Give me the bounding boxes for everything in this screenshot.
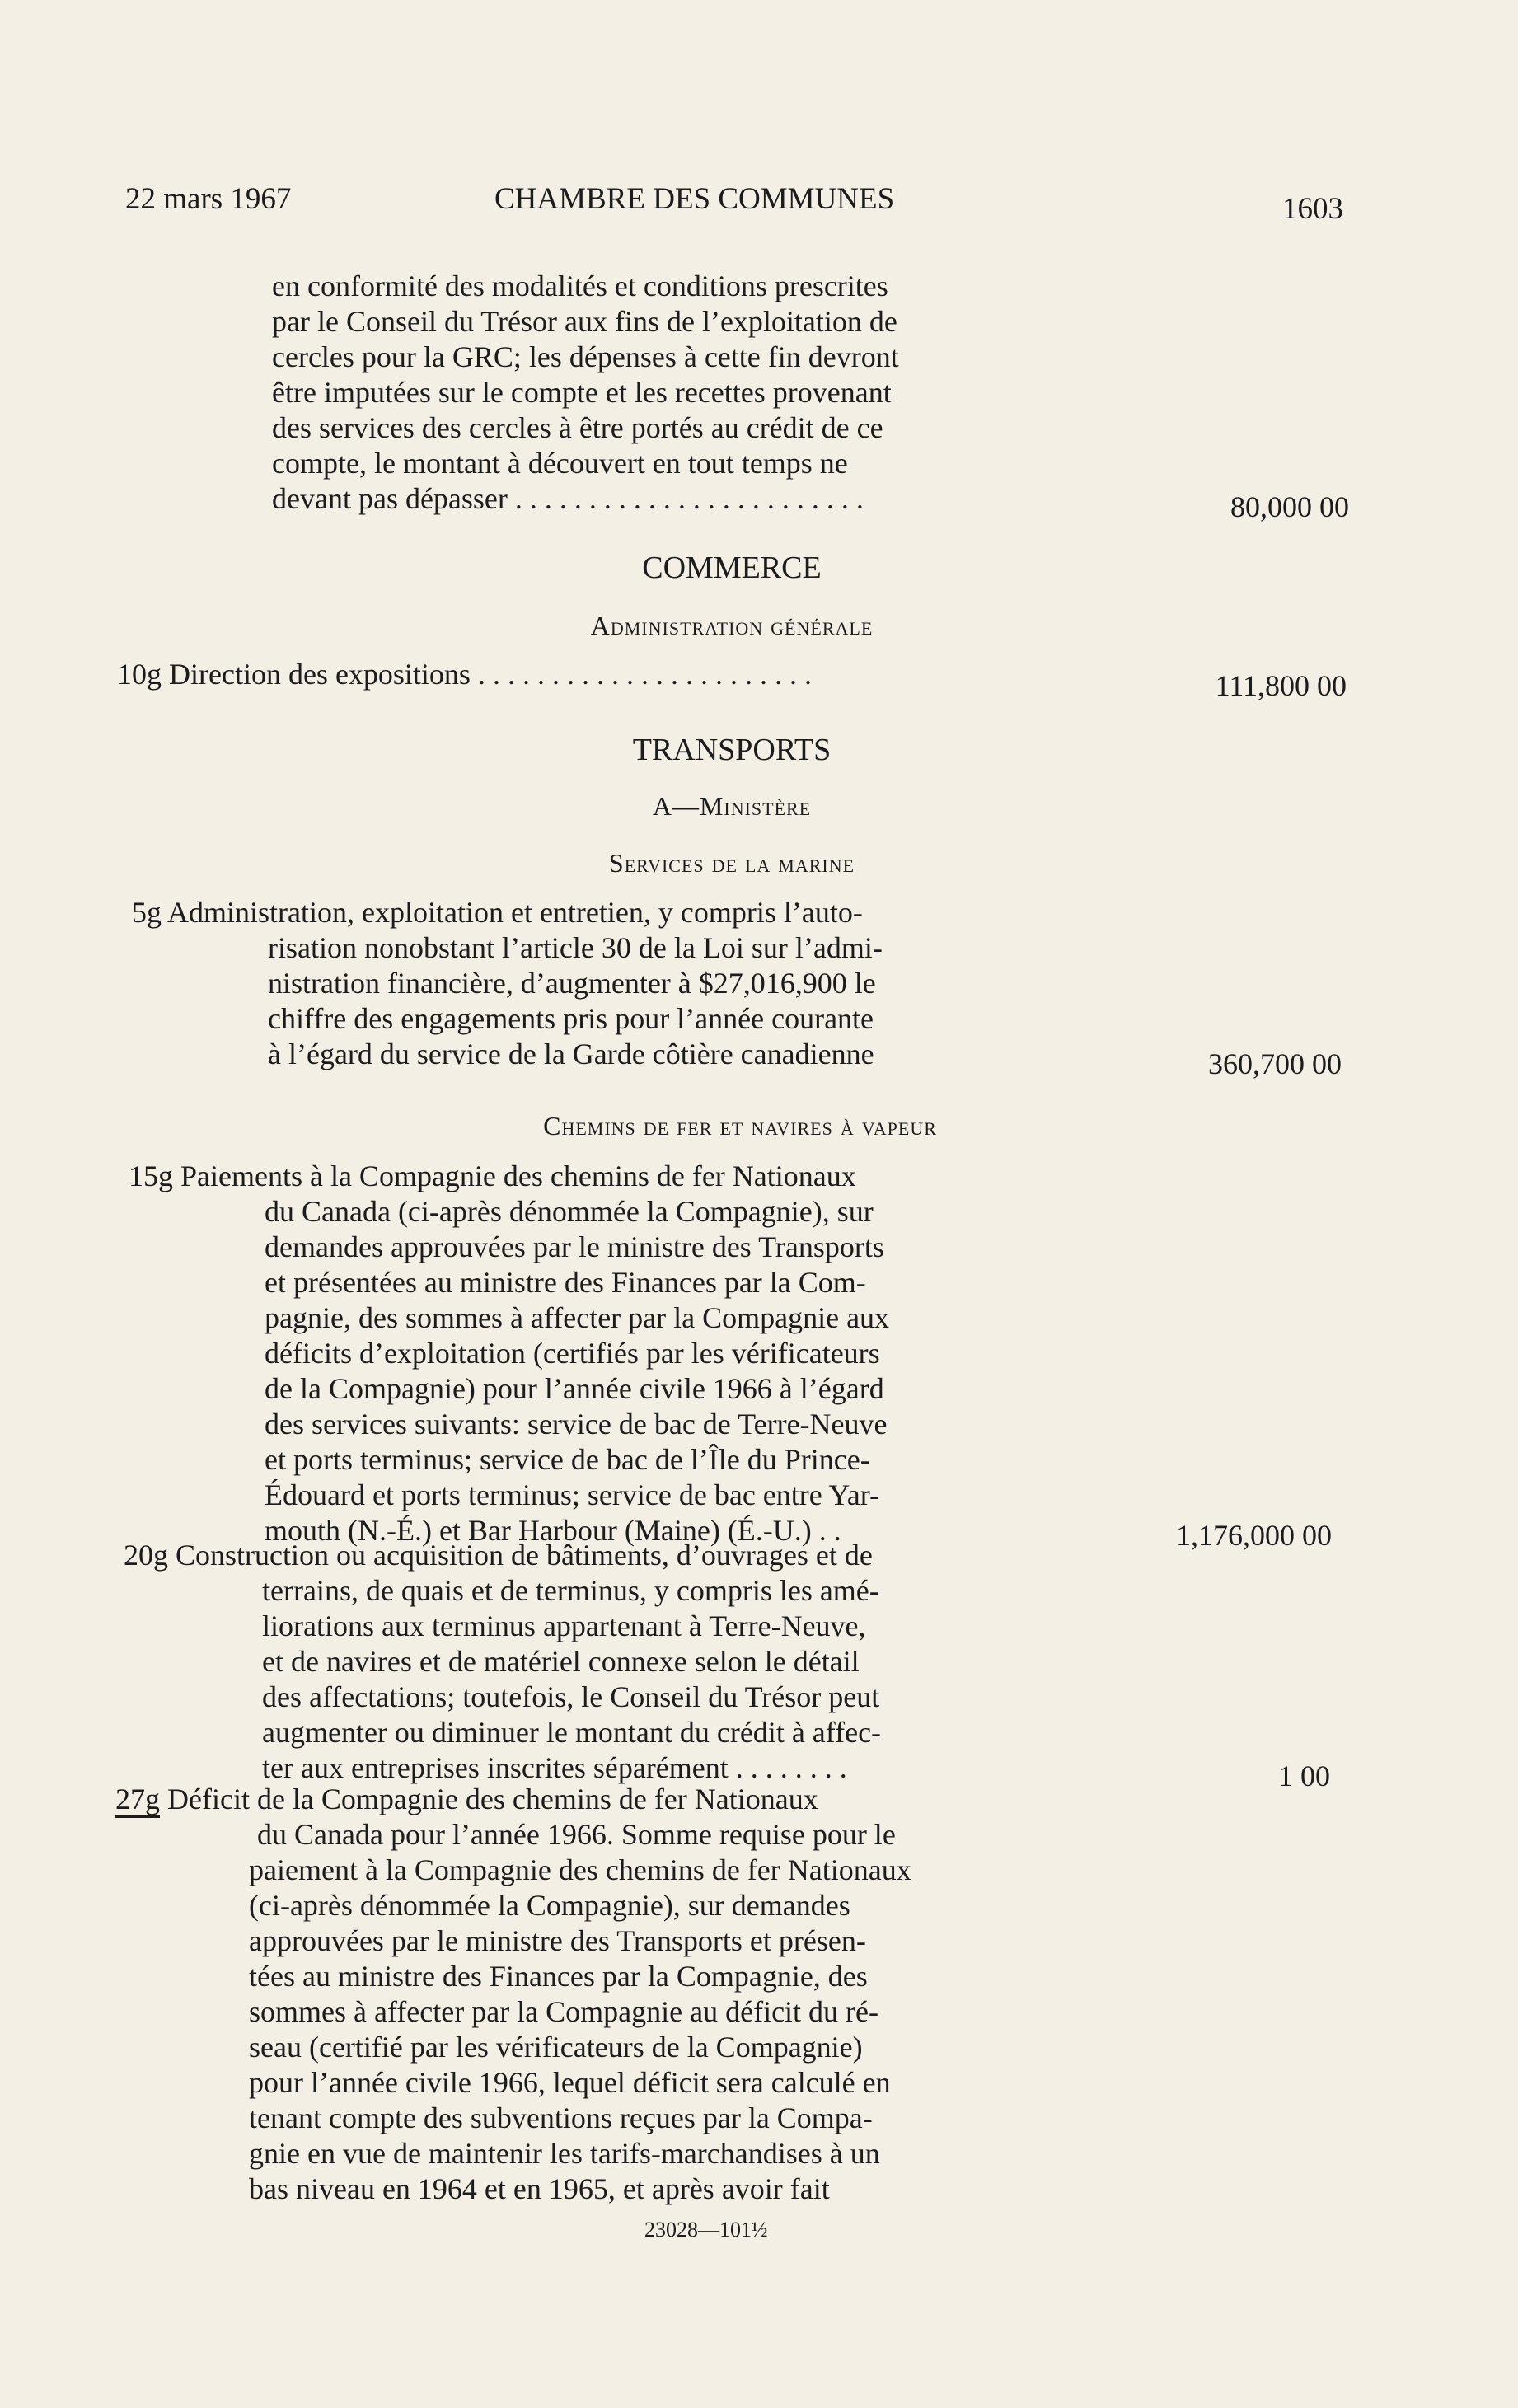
item-number: 10g (117, 658, 162, 691)
item-line: et ports terminus; service de bac de l’Île du Prince- (265, 1443, 870, 1476)
item-line: Édouard et ports terminus; service de bac entre Yar- (265, 1478, 880, 1511)
item-line: nistration financière, d’augmenter à $27,016,900 le (268, 967, 876, 1000)
header-date: 22 mars 1967 (125, 182, 292, 216)
item-line: des affectations; toutefois, le Conseil du Trésor peut (262, 1680, 880, 1713)
item-10g (117, 657, 812, 692)
intro-line: en conformité des modalités et conditions prescrites (272, 269, 888, 302)
intro-line: compte, le montant à découvert en tout temps ne (272, 447, 848, 480)
item-15g (129, 1159, 1134, 1548)
footer-signature: 23028—101½ (644, 2218, 768, 2242)
intro-line: par le Conseil du Trésor aux fins de l’exploitation de (272, 305, 897, 338)
item-line: tées au ministre des Finances par la Compagnie, des (249, 1960, 868, 1993)
item-line: demandes approuvées par le ministre des Transports (265, 1230, 884, 1263)
item-line: et de navires et de matériel connexe selon le détail (262, 1645, 860, 1678)
item-text: Direction des expositions . . . . . . . . . . . . . . . . . . . . . . . (169, 658, 812, 691)
item-line: sommes à affecter par la Compagnie au déficit du ré- (249, 1995, 879, 2028)
item-line: déficits d’exploitation (certifiés par les vérificateurs (265, 1337, 880, 1370)
subsection-chemins-de-fer: Chemins de fer et navires à vapeur (543, 1111, 937, 1141)
item-line: du Canada pour l’année 1966. Somme requise pour le (257, 1818, 896, 1851)
item-line: (ci-après dénommée la Compagnie), sur demandes (249, 1889, 850, 1922)
item-line: paiement à la Compagnie des chemins de fer Nationaux (249, 1853, 911, 1886)
header-title: CHAMBRE DES COMMUNES (494, 182, 895, 216)
section-title-commerce: COMMERCE (642, 550, 822, 585)
item-line: du Canada (ci-après dénommée la Compagnie), sur (265, 1195, 874, 1228)
page-number: 1603 (1282, 192, 1343, 226)
item-line: à l’égard du service de la Garde côtière canadienne (268, 1038, 874, 1070)
item-line: liorations aux terminus appartenant à Terre-Neuve, (262, 1609, 866, 1642)
item-line: de la Compagnie) pour l’année civile 1966 à l’égard (265, 1372, 884, 1405)
item-line: tenant compte des subventions reçues par la Compa- (249, 2101, 873, 2134)
item-line: terrains, de quais et de terminus, y compris les amé- (262, 1574, 879, 1607)
item-number: 20g (124, 1539, 168, 1572)
intro-line: être imputées sur le compte et les recettes provenant (272, 376, 892, 409)
item-line: seau (certifié par les vérificateurs de la Compagnie) (249, 2031, 863, 2064)
item-line: risation nonobstant l’article 30 de la Loi sur l’admi- (268, 931, 883, 964)
intro-line: cercles pour la GRC; les dépenses à cette fin devront (272, 340, 899, 373)
item-20g-amount: 1 00 (1278, 1759, 1330, 1792)
item-line: Administration, exploitation et entretien, y compris l’auto- (167, 896, 863, 929)
item-line: approuvées par le ministre des Transports et présen- (249, 1924, 866, 1957)
intro-amount: 80,000 00 (1230, 490, 1349, 523)
item-10g-amount: 111,800 00 (1215, 669, 1347, 702)
intro-line: des services des cercles à être portés au crédit de ce (272, 411, 883, 444)
item-line: augmenter ou diminuer le montant du crédit à affec- (262, 1716, 882, 1749)
subsection-services-marine: Services de la marine (608, 848, 855, 878)
item-line: pagnie, des sommes à affecter par la Compagnie aux (265, 1301, 890, 1334)
item-line: Paiements à la Compagnie des chemins de fer Nationaux (180, 1159, 856, 1192)
item-27g (115, 1782, 1137, 2207)
item-number: 15g (129, 1159, 173, 1192)
item-line: et présentées au ministre des Finances par la Com- (265, 1266, 866, 1299)
item-line: chiffre des engagements pris pour l’année courante (268, 1002, 874, 1035)
intro-line: devant pas dépasser . . . . . . . . . . . . . . . . . . . . . . . . (272, 482, 864, 515)
item-20g (124, 1538, 1137, 1786)
intro-paragraph (272, 269, 1113, 517)
item-15g-amount: 1,176,000 00 (1176, 1519, 1332, 1552)
item-line: des services suivants: service de bac de Terre-Neuve (265, 1408, 888, 1441)
item-line: ter aux entreprises inscrites séparément . . . . . . . . (262, 1751, 847, 1784)
subsection-ministere: A—Ministère (652, 791, 812, 821)
item-5g (132, 895, 1121, 1072)
item-line: gnie en vue de maintenir les tarifs-marchandises à un (249, 2137, 880, 2170)
subsection-administration-generale: Administration générale (590, 611, 874, 640)
item-5g-amount: 360,700 00 (1208, 1047, 1342, 1080)
section-title-transports: TRANSPORTS (632, 733, 832, 767)
item-line: pour l’année civile 1966, lequel déficit sera calculé en (249, 2066, 891, 2099)
item-line: Construction ou acquisition de bâtiments, d’ouvrages et de (176, 1539, 873, 1572)
item-line: mouth (N.-É.) et Bar Harbour (Maine) (É.-U.) . . (265, 1514, 841, 1547)
item-number: 27g (115, 1783, 160, 1818)
item-line: Déficit de la Compagnie des chemins de fer Nationaux (167, 1783, 818, 1815)
item-line: bas niveau en 1964 et en 1965, et après avoir fait (249, 2172, 830, 2205)
item-number: 5g (132, 896, 162, 929)
